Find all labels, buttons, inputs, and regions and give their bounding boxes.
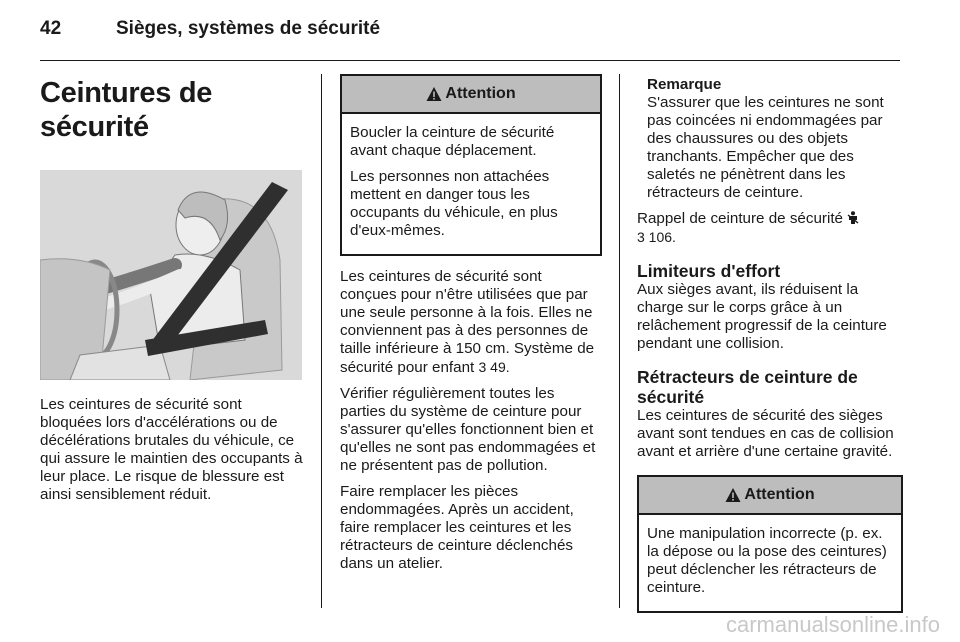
body-paragraph-3: Faire remplacer les pièces endommagées. Après un accident, faire remplacer les ceintures et les rétracteurs de ceinture déclenchés dans un atelier. [340,483,574,572]
attention-header [342,76,600,114]
attention-box-1 [340,74,602,256]
column-divider-2 [619,74,620,608]
attention-text-1: Boucler la ceinture de sécurité avant chaque déplacement. [350,124,555,159]
page-number: 42 [40,18,62,39]
column-divider-1 [321,74,322,608]
body-paragraph-2: Vérifier régulièrement toutes les parties du système de ceinture pour s'assurer qu'elles fonctionnent bien et qu'elles ne sont pas endommagées et ne présentent pas de pollution. [340,385,596,474]
limiters-paragraph: Aux sièges avant, ils réduisent la charge sur le corps grâce à un relâchement progressif de la ceinture pendant une collision. [637,281,887,352]
column-3 [637,72,903,613]
reminder-paragraph [637,210,903,247]
header-rule [40,60,900,61]
reminder-text: Rappel de ceinture de sécurité [637,210,844,227]
column-2 [340,74,602,581]
attention-header-2 [639,477,901,515]
body-paragraph-1 [340,268,602,377]
remark-text: S'assurer que les ceintures ne sont pas coincées ni endommagées par des chaussures ou des objets tranchants. Empêcher que des saletés ne pénètrent dans les rétracteurs de ceinture. [647,94,884,201]
attention-heading-2: Attention [744,486,815,503]
warning-icon [426,86,442,102]
section-title: Sièges, systèmes de sécurité [116,18,381,39]
warning-icon [725,487,741,503]
attention-text-2: Les personnes non attachées mettent en danger tous les occupants du véhicule, en plus d'eux-mêmes. [350,168,558,239]
attention-box-2 [637,475,903,613]
retractors-paragraph: Les ceintures de sécurité des sièges avant sont tendues en cas de collision avant et arrière d'une certaine gravité. [637,407,894,460]
seatbelt-icon [847,210,859,227]
page-title: Ceintures de sécurité [40,77,213,143]
page-reference: 3 49. [478,359,510,375]
attention-text-3: Une manipulation incorrecte (p. ex. la dépose ou la pose des ceintures) peut déclencher les rétracteurs de ceinture. [647,525,887,596]
heading-limiters: Limiteurs d'effort [637,261,781,281]
remark-label: Remarque [647,76,722,93]
body-text-1: Les ceintures de sécurité sont conçues pour n'être utilisées que par une seule personne à la fois. Elles ne conviennent pas à des personnes de taille inférieure à 150 cm. Système de sécurité pour enfant [340,268,595,376]
seatbelt-illustration [40,170,302,380]
reminder-page-reference: 3 106. [637,229,676,245]
attention-heading: Attention [445,85,516,102]
heading-retractors: Rétracteurs de ceinture de sécurité [637,367,858,407]
remark-block [637,76,903,202]
intro-paragraph: Les ceintures de sécurité sont bloquées lors d'accélérations ou de décélérations brutales du véhicule, ce qui assure le maintien des occupants à leur place. Le risque de blessure est ainsi sensiblement réduit. [40,396,303,503]
column-1 [40,64,304,512]
watermark: carmanualsonline.info [725,612,940,637]
page-header [40,18,900,46]
